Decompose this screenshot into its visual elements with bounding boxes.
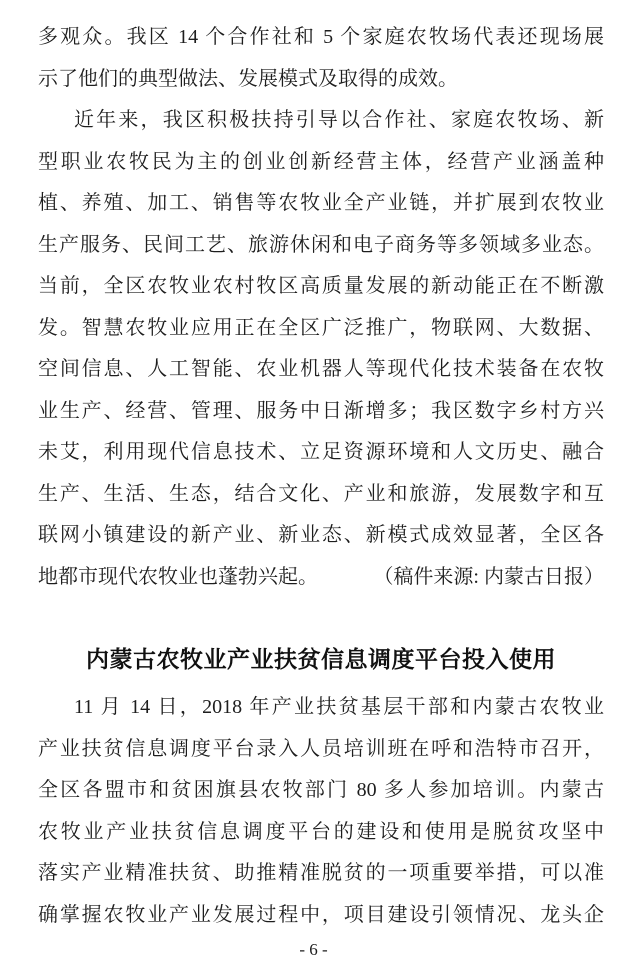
text-line: 未艾，利用现代信息技术、立足资源环境和人文历史、融合 — [38, 441, 604, 463]
text-line: 确掌握农牧业产业发展过程中，项目建设引领情况、龙头企 — [38, 903, 604, 926]
document-body — [38, 17, 604, 936]
text-line: 落实产业精准扶贫、助推精准脱贫的一项重要举措，可以准 — [38, 862, 604, 884]
page-footer — [0, 938, 627, 962]
text-line: 型职业农牧民为主的创业创新经营主体，经营产业涵盖种 — [38, 150, 604, 173]
text-line: 业生产、经营、管理、服务中日渐增多；我区数字乡村方兴 — [38, 399, 604, 422]
page-number: - 6 - — [299, 940, 328, 959]
text-line: 生产服务、民间工艺、旅游休闲和电子商务等多领域多业态。 — [38, 233, 604, 256]
text-line: 全区各盟市和贫困旗县农牧部门 80 多人参加培训。内蒙古 — [38, 779, 604, 801]
text-line: 近年来，我区积极扶持引导以合作社、家庭农牧场、新 — [74, 109, 604, 131]
text-line: 发。智慧农牧业应用正在全区广泛推广，物联网、大数据、 — [38, 316, 604, 339]
text-line: 农牧业产业扶贫信息调度平台的建设和使用是脱贫攻坚中 — [38, 820, 604, 843]
paragraph-training — [38, 687, 604, 936]
text-line: 示了他们的典型做法、发展模式及取得的成效。 — [38, 67, 458, 90]
text-line: 植、养殖、加工、销售等农牧业全产业链，并扩展到农牧业 — [38, 192, 604, 214]
source-attribution: （稿件来源: 内蒙古日报） — [373, 565, 604, 588]
text-line: 生产、生活、生态，结合文化、产业和旅游，发展数字和互 — [38, 482, 604, 505]
paragraph-development — [38, 100, 604, 598]
paragraph-continuation — [38, 17, 604, 100]
text-line: 多观众。我区 14 个合作社和 5 个家庭农牧场代表还现场展 — [38, 26, 604, 48]
text-line: 空间信息、人工智能、农业机器人等现代化技术装备在农牧 — [38, 358, 604, 380]
text-line: 产业扶贫信息调度平台录入人员培训班在呼和浩特市召开， — [38, 737, 604, 760]
text-line: 当前，全区农牧业农村牧区高质量发展的新动能正在不断激 — [38, 275, 604, 297]
text-line — [38, 557, 604, 599]
text-line: 联网小镇建设的新产业、新业态、新模式成效显著，全区各 — [38, 524, 604, 546]
section-heading: 内蒙古农牧业产业扶贫信息调度平台投入使用 — [86, 647, 556, 672]
line-text: 地都市现代农牧业也蓬勃兴起。 — [38, 565, 318, 588]
text-line: 11 月 14 日，2018 年产业扶贫基层干部和内蒙古农牧业 — [74, 696, 604, 718]
